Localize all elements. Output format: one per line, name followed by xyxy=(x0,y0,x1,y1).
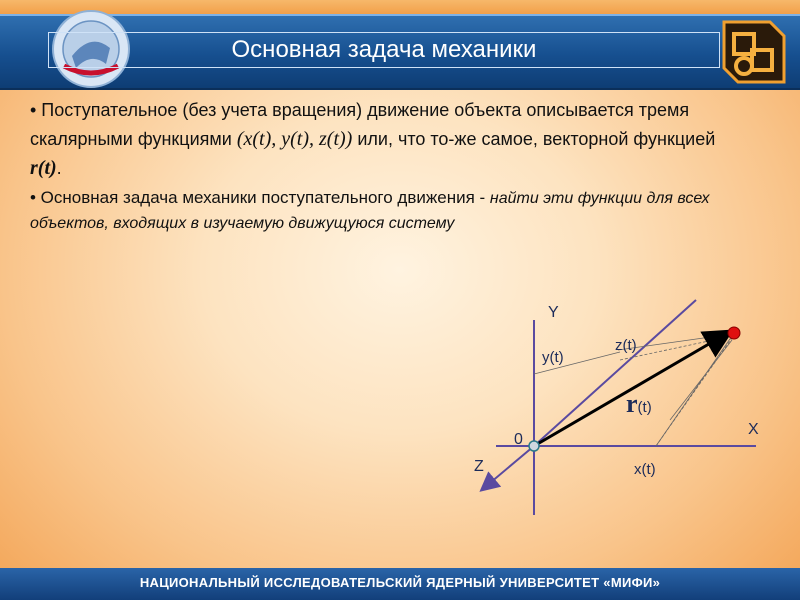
bullet-2-text-a: • Основная задача механики поступательного движения - xyxy=(30,188,490,207)
vector-r-letter: r xyxy=(626,389,638,418)
z-axis xyxy=(484,446,534,488)
bullet-1-text-c: . xyxy=(56,158,62,178)
bullet-2 xyxy=(30,186,745,236)
proj-line-5 xyxy=(670,340,732,420)
bullet-1 xyxy=(30,96,745,183)
axis-y-label: Y xyxy=(548,304,559,321)
axis-z-label: Z xyxy=(474,458,484,475)
scalar-functions: (x(t), y(t), z(t)) xyxy=(236,128,353,150)
moving-point xyxy=(728,327,740,339)
vector-r-arg: (t) xyxy=(637,399,652,416)
yt-label: y(t) xyxy=(542,349,564,366)
bullet-2-text-b: найти эти функции для всех объектов, входящих в изучаемую движущуюся систему xyxy=(30,190,710,232)
coordinate-diagram xyxy=(470,290,780,525)
origin-point xyxy=(529,441,539,451)
zt-label: z(t) xyxy=(615,337,637,354)
footer-university: НАЦИОНАЛЬНЫЙ ИССЛЕДОВАТЕЛЬСКИЙ ЯДЕРНЫЙ УНИВЕРСИТЕТ «МИФИ» xyxy=(0,568,800,600)
page-title: Основная задача механики xyxy=(231,36,537,63)
slide-content xyxy=(30,96,745,239)
ofo-logo-icon xyxy=(712,14,792,94)
axis-x-label: X xyxy=(748,421,759,438)
vector-function: r(t) xyxy=(30,157,57,179)
bullet-1-text-a: • Поступательное (без учета вращения) движение объекта описывается тремя скалярными функциями xyxy=(30,100,690,149)
origin-label: 0 xyxy=(514,431,523,448)
bullet-1-text-b: или, что то-же самое, векторной функцией xyxy=(352,129,716,149)
vector-r-label xyxy=(626,389,652,418)
xt-label: x(t) xyxy=(634,461,656,478)
